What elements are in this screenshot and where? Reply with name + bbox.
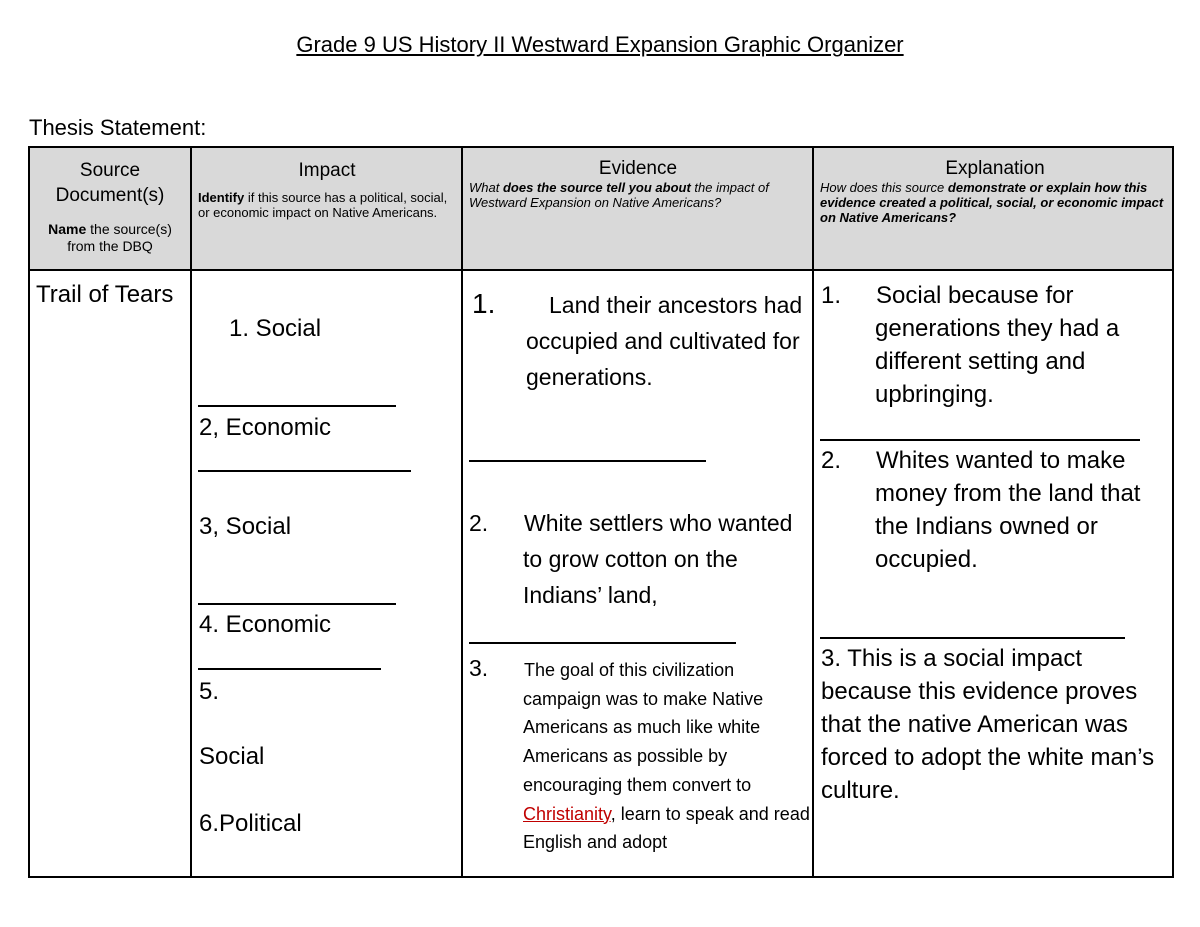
evidence-item-3: 3. The goal of this civilization campaign was to make Native Americans as much like white Americans as possible by encouraging them convert to Christianity, learn to speak and read English and adopt (469, 655, 810, 853)
header-explanation-note: How does this source demonstrate or explain how this evidence created a political, social, or economic impact on Native Americans? (820, 180, 1164, 225)
answer-line (198, 603, 396, 605)
page-title: Grade 9 US History II Westward Expansion Graphic Organizer (296, 32, 904, 57)
header-evidence-note: What does the source tell you about the impact of Westward Expansion on Native Americans? (469, 180, 769, 210)
header-impact (198, 158, 456, 220)
impact-item: 6.Political (199, 810, 302, 837)
source-document: Trail of Tears (36, 281, 174, 308)
answer-line (820, 439, 1140, 441)
column-divider (190, 148, 192, 876)
thesis-label: Thesis Statement: (29, 115, 207, 140)
column-divider (461, 148, 463, 876)
impact-item: 1. Social (229, 315, 322, 342)
impact-item: 4. Economic (199, 611, 332, 638)
evidence-item-1: 1. Land their ancestors had occupied and cultivated for generations. (472, 288, 803, 390)
impact-item: 3, Social (199, 513, 292, 540)
header-impact-note: Identify if this source has a political, social, or economic impact on Native Americans. (198, 190, 448, 220)
organizer-table (28, 146, 1174, 878)
explanation-item-1: 1. Social because for generations they had a different setting and upbringing. (821, 282, 1120, 408)
impact-item: Social (199, 743, 265, 770)
evidence-item-2: 2. White settlers who wanted to grow cotton on the Indians’ land, (469, 510, 793, 608)
header-impact-title: Impact (298, 160, 356, 181)
answer-line (469, 460, 706, 462)
impact-item: 5. (199, 678, 220, 705)
header-evidence (469, 158, 807, 210)
header-source-title: Source Document(s) (55, 160, 165, 206)
explanation-item-3: 3. This is a social impact because this evidence proves that the native American was forced to adopt the white man’s culture. (821, 645, 1155, 804)
answer-line (198, 405, 396, 407)
column-divider (812, 148, 814, 876)
answer-line (198, 470, 411, 472)
header-source (34, 158, 186, 255)
answer-line (820, 637, 1125, 639)
header-source-note: Name the source(s) from the DBQ (48, 221, 172, 254)
header-explanation (820, 158, 1170, 225)
answer-line (198, 668, 381, 670)
answer-line (469, 642, 736, 644)
explanation-item-2: 2. Whites wanted to make money from the land that the Indians owned or occupied. (821, 447, 1141, 573)
impact-item: 2, Economic (199, 414, 332, 441)
header-evidence-title: Evidence (598, 158, 678, 179)
christianity-link[interactable]: Christianity (523, 803, 611, 824)
header-explanation-title: Explanation (945, 158, 1045, 179)
